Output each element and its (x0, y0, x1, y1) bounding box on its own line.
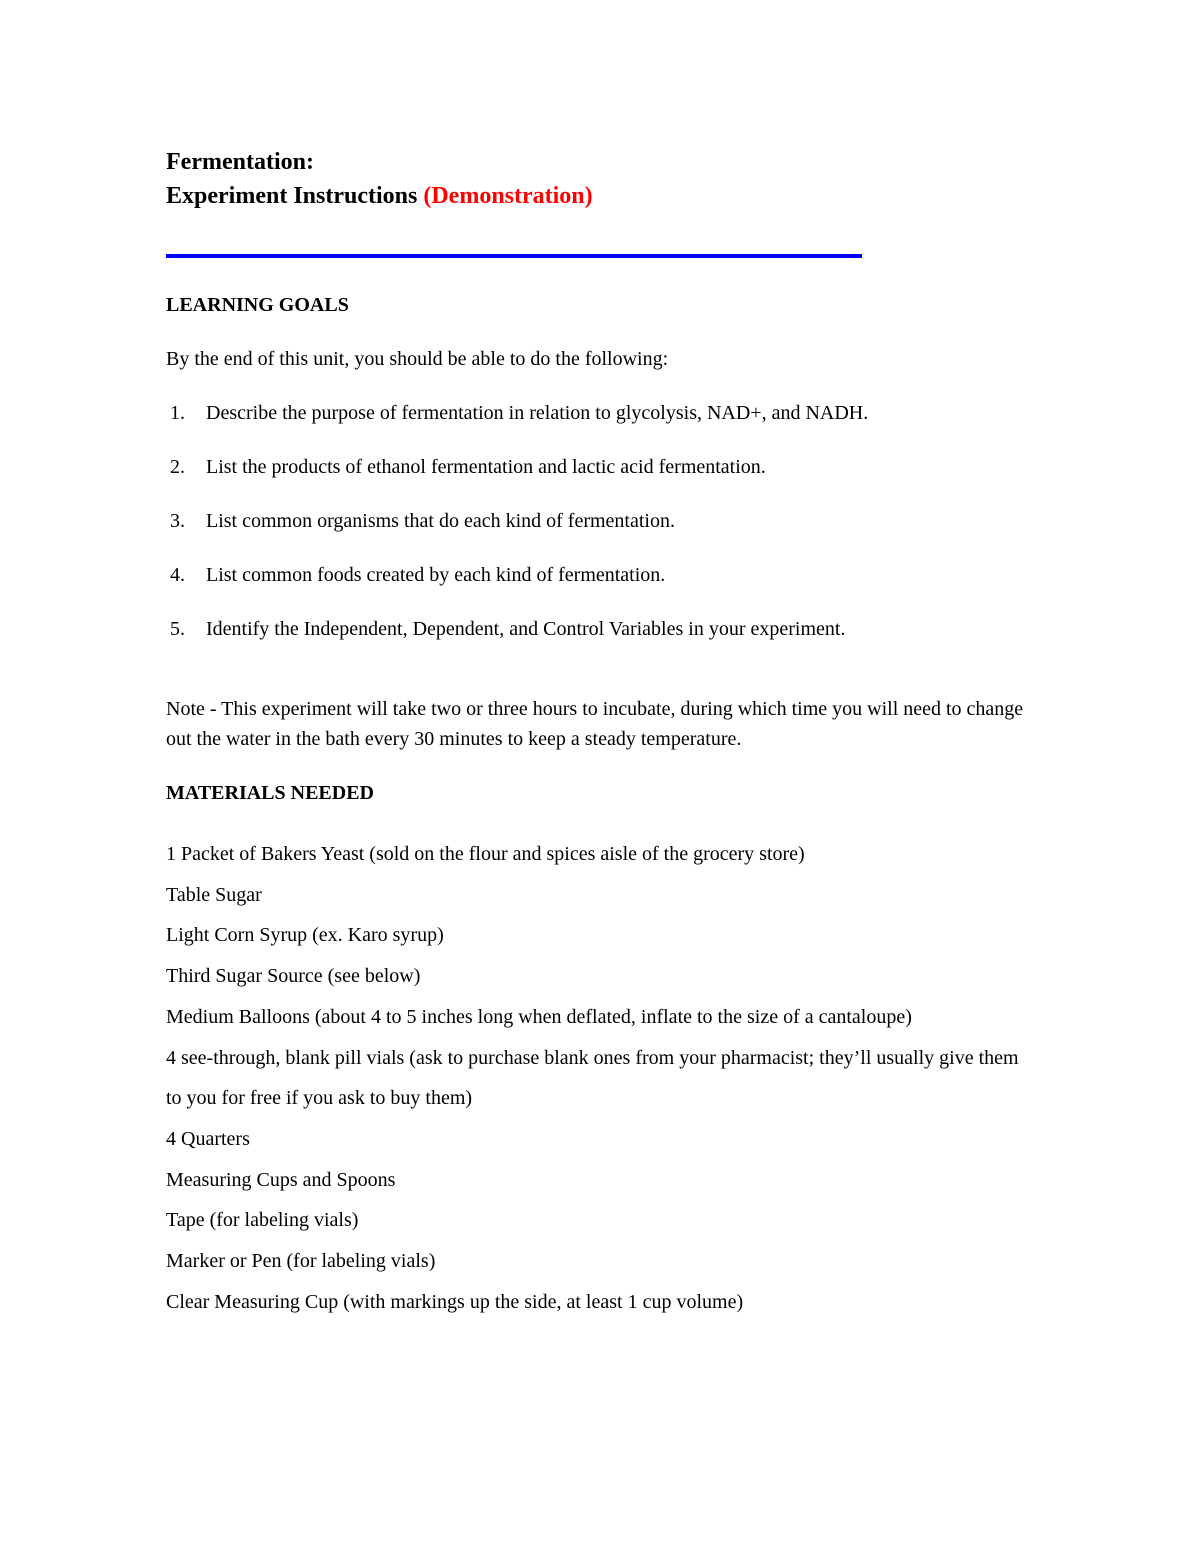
material-item: 4 Quarters (166, 1127, 250, 1150)
title-line-2-accent: (Demonstration) (423, 183, 593, 209)
material-item: Clear Measuring Cup (with markings up the side, at least 1 cup volume) (166, 1290, 744, 1313)
material-item: 1 Packet of Bakers Yeast (sold on the flour and spices aisle of the grocery store) (166, 843, 805, 865)
list-item-number: 3. (170, 510, 185, 532)
blue-divider (166, 254, 862, 258)
materials-heading: MATERIALS NEEDED (166, 782, 374, 804)
material-item: Measuring Cups and Spoons (166, 1168, 396, 1191)
list-item-number: 1. (170, 402, 185, 424)
list-item-text: List common organisms that do each kind of fermentation. (206, 510, 675, 532)
material-item: Tape (for labeling vials) (166, 1209, 359, 1232)
list-item-text: Describe the purpose of fermentation in relation to glycolysis, NAD+, and NADH. (206, 402, 869, 424)
list-item-number: 4. (170, 564, 185, 586)
list-item-number: 2. (170, 456, 185, 478)
list-item-text: Identify the Independent, Dependent, and Control Variables in your experiment. (206, 618, 846, 640)
document-title (166, 145, 1066, 213)
title-line-2-main: Experiment Instructions (166, 183, 418, 209)
list-item-text: List common foods created by each kind of fermentation. (206, 564, 666, 586)
learning-goals-heading: LEARNING GOALS (166, 294, 349, 316)
list-item (166, 616, 1066, 642)
material-item: Light Corn Syrup (ex. Karo syrup) (166, 924, 444, 947)
list-item-number: 5. (170, 618, 185, 640)
list-item (166, 454, 1066, 480)
materials-list (166, 834, 1026, 1322)
list-item (166, 508, 1066, 534)
list-item-text: List the products of ethanol fermentation and lactic acid fermentation. (206, 456, 766, 478)
material-item: Marker or Pen (for labeling vials) (166, 1250, 436, 1273)
title-line-1: Fermentation: (166, 149, 314, 175)
material-item: Table Sugar (166, 883, 262, 906)
material-item: 4 see-through, blank pill vials (ask to purchase blank ones from your pharmacist; they’ll usually give them to you for free if you ask to buy them) (166, 1046, 1019, 1110)
learning-goals-intro: By the end of this unit, you should be able to do the following: (166, 348, 669, 370)
list-item (166, 562, 1066, 588)
material-item: Third Sugar Source (see below) (166, 965, 421, 988)
learning-goals-list (166, 400, 1066, 642)
list-item (166, 400, 1066, 426)
incubation-note: Note - This experiment will take two or three hours to incubate, during which time you will need to change out the water in the bath every 30 minutes to keep a steady temperature. (166, 698, 1024, 750)
material-item: Medium Balloons (about 4 to 5 inches long when deflated, inflate to the size of a cantaloupe) (166, 1005, 912, 1028)
document-content (166, 145, 1066, 1322)
